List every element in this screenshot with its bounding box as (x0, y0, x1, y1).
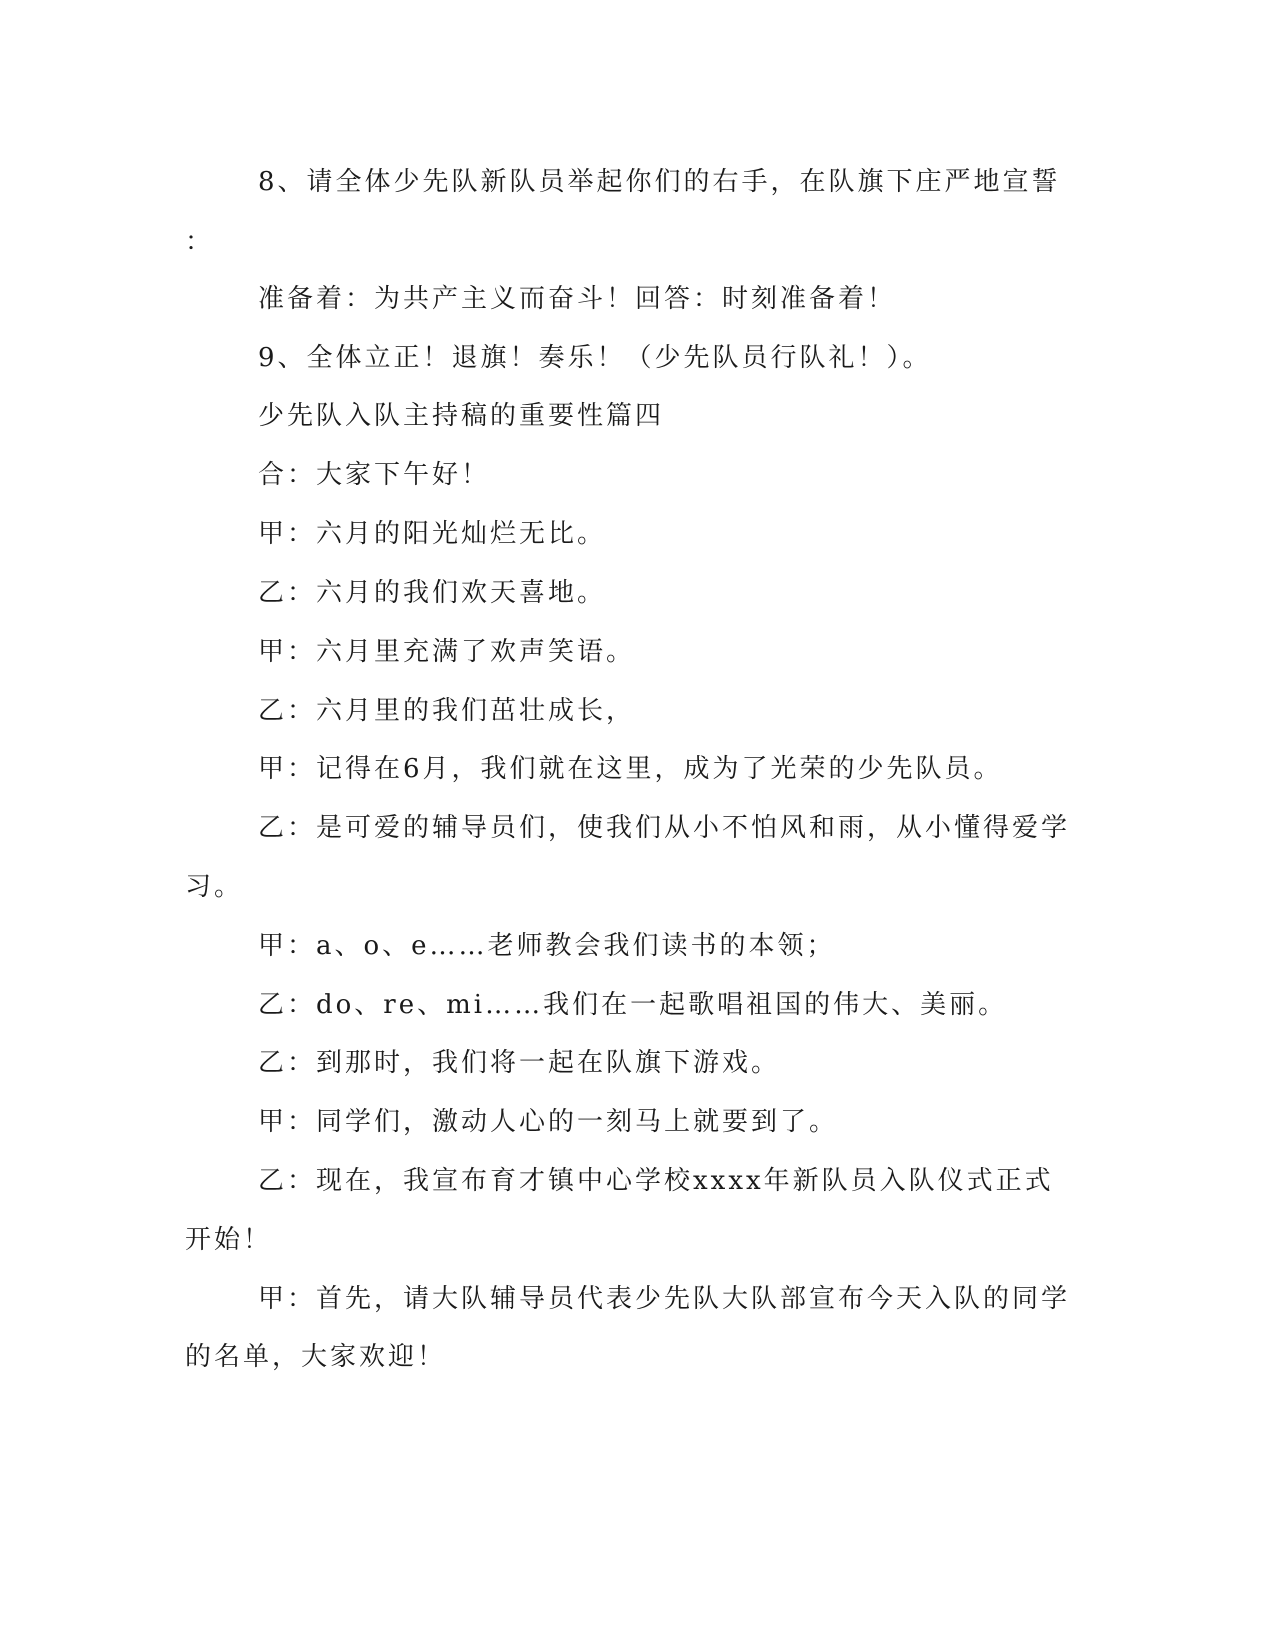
paragraph-line: 合：大家下午好！ (258, 460, 491, 490)
paragraph-line: 的名单，大家欢迎！ (185, 1342, 447, 1372)
paragraph-line: 乙：do、re、mi……我们在一起歌唱祖国的伟大、美丽。 (258, 990, 1008, 1020)
paragraph-line: 甲：首先，请大队辅导员代表少先队大队部宣布今天入队的同学 (258, 1284, 1071, 1314)
paragraph-line: 9、全体立正！退旗！奏乐！（少先队员行队礼！）。 (258, 343, 932, 373)
section-heading: 少先队入队主持稿的重要性篇四 (258, 401, 665, 431)
paragraph-line: 开始！ (185, 1225, 273, 1255)
paragraph-line: 乙：六月里的我们茁壮成长， (258, 696, 636, 726)
paragraph-line: 甲：六月的阳光灿烂无比。 (258, 519, 607, 549)
paragraph-line: 8、请全体少先队新队员举起你们的右手，在队旗下庄严地宣誓 (258, 167, 1061, 197)
paragraph-line: 甲：六月里充满了欢声笑语。 (258, 637, 636, 667)
paragraph-line: 甲：记得在6月，我们就在这里，成为了光荣的少先队员。 (258, 754, 1003, 784)
paragraph-line: 甲：同学们，激动人心的一刻马上就要到了。 (258, 1107, 839, 1137)
paragraph-line: 乙：六月的我们欢天喜地。 (258, 578, 607, 608)
paragraph-line: 乙：是可爱的辅导员们，使我们从小不怕风和雨，从小懂得爱学 (258, 813, 1071, 843)
paragraph-line: 准备着：为共产主义而奋斗！回答：时刻准备着！ (258, 284, 897, 314)
paragraph-line: 乙：到那时，我们将一起在队旗下游戏。 (258, 1048, 781, 1078)
paragraph-line: 甲：a、o、e……老师教会我们读书的本领； (258, 931, 836, 961)
paragraph-line: 习。 (185, 872, 244, 902)
paragraph-line: ： (185, 227, 215, 257)
paragraph-line: 乙：现在，我宣布育才镇中心学校xxxx年新队员入队仪式正式 (258, 1166, 1054, 1196)
